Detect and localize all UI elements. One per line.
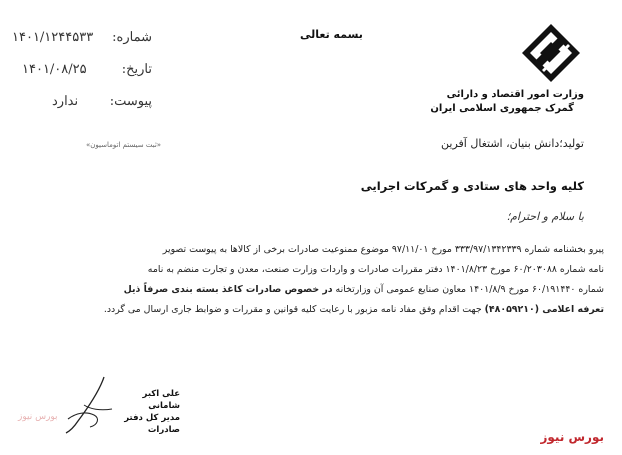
- attachment-label: پیوست:: [109, 94, 152, 109]
- source-label: بورس نیوز: [540, 430, 604, 444]
- signer-block: [110, 388, 180, 436]
- body-line-1: پیرو بخشنامه شماره ۳۳۳/۹۷/۱۳۴۲۳۳۹ مورخ ۹۷/۱۱/۰۱ موضوع ممنوعیت صادرات برخی از کالاها به پیوست تصویر: [162, 244, 604, 255]
- automation-note: «ثبت سیستم اتوماسیون»: [86, 141, 162, 149]
- recipient-heading: کلیه واحد های ستادی و گمرکات اجرایی: [360, 179, 584, 193]
- body-line-3-text: شماره ۶۰/۱۹۱۴۴۰ مورخ ۱۴۰۱/۸/۹ معاون صنایع عمومی آن وزارتخانه: [332, 284, 604, 295]
- number-label: شماره:: [112, 30, 152, 45]
- letter-motto: تولید؛دانش بنیان، اشتغال آفرین: [441, 137, 584, 150]
- customs-name: گمرک جمهوری اسلامی ایران: [430, 103, 574, 114]
- body-line-3: [4, 280, 604, 300]
- salutation: با سلام و احترام؛: [506, 210, 584, 223]
- body-line-4: [4, 300, 604, 320]
- ministry-name: وزارت امور اقتصاد و دارائی: [446, 89, 584, 100]
- ministry-header: [430, 88, 584, 116]
- body-line-4-bold: تعرفه اعلامی (۴۸۰۵۹۲۱۰): [484, 304, 604, 315]
- letter-body: [4, 240, 604, 320]
- watermark-text: بورس نیوز: [18, 412, 58, 422]
- body-line-2: نامه شماره ۶۰/۲۰۳۰۸۸ مورخ ۱۴۰۱/۸/۲۳ دفتر مقررات صادرات و واردات وزارت صنعت، معدن و تجارت منضم به نامه: [147, 264, 604, 275]
- attachment-value: ندارد: [52, 94, 79, 109]
- signer-name: علی اکبر شامانی: [142, 389, 180, 411]
- body-line-4-text: جهت اقدام وفق مفاد نامه مزبور با رعایت کلیه قوانین و مقررات و ضوابط جاری ارسال می گردد.: [103, 304, 485, 315]
- number-value: ۱۴۰۱/۱۲۴۴۵۳۳: [12, 30, 94, 45]
- date-value: ۱۴۰۱/۰۸/۲۵: [22, 62, 87, 77]
- customs-logo-icon: [520, 22, 582, 84]
- signer-title: مدیر کل دفتر صادرات: [124, 413, 180, 435]
- bismillah-heading: بسمه تعالی: [300, 28, 363, 41]
- body-line-3-bold: در خصوص صادرات کاغذ بسته بندی صرفاً ذیل: [123, 284, 333, 295]
- reference-block: [12, 30, 152, 126]
- date-label: تاریخ:: [121, 62, 152, 77]
